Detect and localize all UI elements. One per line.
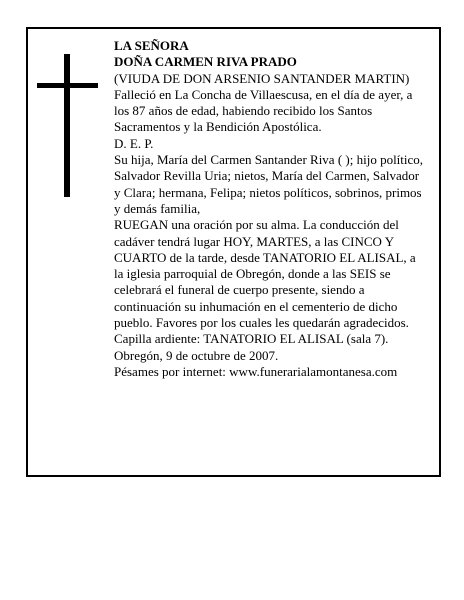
condolences-line: Pésames por internet: www.funerarialamontanesa.com: [114, 363, 398, 379]
notice-title: LA SEÑORA: [114, 38, 189, 53]
death-paragraph: Falleció en La Concha de Villaescusa, en el día de ayer, a los 87 años de edad, habiendo recibido los Santos Sacramentos y la Bendición Apostólica.: [114, 86, 413, 135]
cross-icon-bar: [37, 83, 98, 88]
widow-line: (VIUDA DE DON ARSENIO SANTANDER MARTIN): [114, 70, 410, 86]
request-paragraph: RUEGAN una oración por su alma. La conducción del cadáver tendrá lugar HOY, MARTES, a las CINCO Y CUARTO de la tarde, desde TANATORIO EL ALISAL, a la iglesia parroquial de Obregón, donde a las SEIS se celebrará el funeral de cuerpo presente, siendo a continuación su inhumación en el cementerio de dicho pueblo. Favores por los cuales les quedarán agradecidos. Capilla ardiente: TANATORIO EL ALISAL (sala 7).: [114, 217, 416, 347]
deceased-name: DOÑA CARMEN RIVA PRADO: [114, 54, 297, 70]
place-date: Obregón, 9 de octubre de 2007.: [114, 347, 279, 363]
cross-icon: [64, 54, 70, 197]
obituary-text: [114, 38, 426, 380]
dep-line: D. E. P.: [114, 135, 154, 151]
family-paragraph: Su hija, María del Carmen Santander Riva ( ); hijo político, Salvador Revilla Uria; nietos, María del Carmen, Salvador y Clara; hermana, Felipa; nietos políticos, sobrinos, primos y demás familia,: [114, 152, 424, 216]
